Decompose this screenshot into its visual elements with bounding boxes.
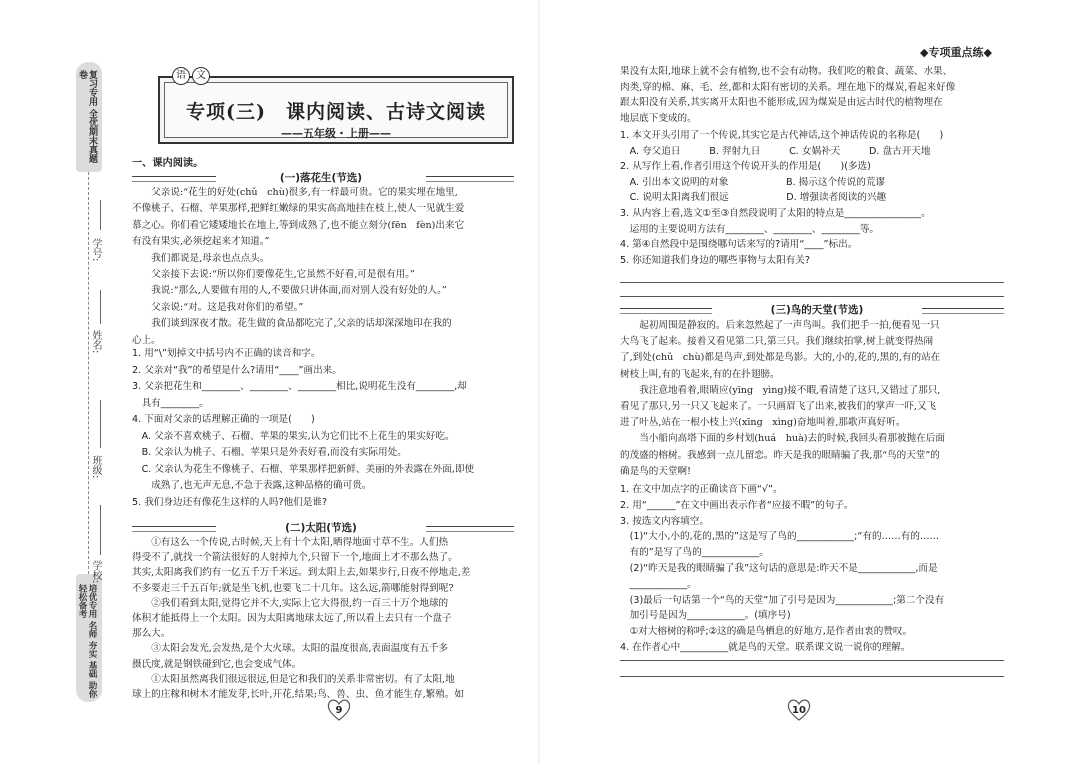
passage-line: 大鸟飞了起来。接着又看见第二只,第三只。我们继续拍掌,树上就变得热闹 (620, 336, 934, 348)
answer-line (620, 676, 1004, 677)
passage-2 (132, 535, 516, 702)
page-number: 10 (792, 705, 806, 716)
question-line: A. 引出本文说明的对象 B. 揭示这个传说的荒谬 (629, 176, 886, 188)
question-line: 具有________。 (141, 397, 209, 409)
passage-line: 不多要走三千五百年;就是坐飞机,也要飞二十几年。这么远,箭哪能射得到呢? (132, 582, 454, 594)
side-label-top (76, 62, 102, 172)
passage-line: 父亲说:“对。这是我对你们的希望。” (151, 301, 304, 313)
part-title: 一、课内阅读。 (132, 158, 204, 169)
question-line: ①对大榕树的称呼;②这的确是鸟栖息的好地方,是作者由衷的赞叹。 (629, 626, 913, 638)
passage-line: 不像桃子、石榴、苹果那样,把鲜红嫩绿的果实高高地挂在枝上,使人一见就生爱 (132, 203, 465, 215)
section-rule (620, 308, 712, 314)
question-line: 4. 在作者心中__________就是鸟的天堂。联系课文说一说你的理解。 (620, 641, 911, 653)
question-line: 1. 本文开头引用了一个传说,其实它是古代神话,这个神话传说的名称是( ) (620, 130, 944, 141)
field-line (100, 290, 102, 324)
cut-line (88, 172, 90, 574)
question-line: 3. 按选文内容填空。 (620, 515, 709, 527)
question-line: B. 父亲认为桃子、石榴、苹果只是外表好看,而没有实际用处。 (141, 447, 407, 458)
passage-2-continued (620, 64, 1004, 126)
passage-line: 跟太阳没有关系,其实离开太阳也不能形成,因为煤炭是由远古时代的植物埋在 (620, 97, 943, 108)
questions-2 (620, 128, 1004, 268)
passage-line: 进了叶丛,站在一根小枝上兴(xīng xìng)奋地叫着,那歌声真好听。 (620, 417, 906, 429)
passage-line: 体积才能抵得上一个太阳。因为太阳离地球太远了,所以看上去只有一个盘子 (132, 613, 452, 625)
question-line: 2. 用“______”在文中画出表示作者“应接不暇”的句子。 (620, 499, 854, 511)
field-class: 班级: (90, 455, 101, 479)
passage-line: 我们都说是,母亲也点点头。 (151, 252, 270, 264)
passage-line: 肉类,穿的棉、麻、毛、丝,都和太阳有密切的关系。埋在地下的煤炭,看起来好像 (620, 81, 956, 93)
question-line: 3. 从内容上看,选文①至③自然段说明了太阳的特点是________________。 (620, 207, 931, 219)
passage-line: ②我们看到太阳,觉得它并不大,实际上它大得很,约一百三十万个地球的 (151, 597, 449, 609)
answer-line (620, 282, 1004, 283)
field-line (100, 400, 102, 448)
passage-line: 球上的庄稼和树木才能发芽,长叶,开花,结果;鸟、兽、虫、鱼才能生存,繁殖。如 (132, 689, 465, 701)
passage-line: 父亲说:“花生的好处(chǔ chù)很多,有一样最可贵。它的果实埋在地里, (151, 187, 458, 198)
passage-line: 父亲接下去说:“所以你们要像花生,它虽然不好看,可是很有用。” (151, 269, 415, 281)
field-student-id: 学号: (90, 238, 101, 262)
page-title: 专项(三) 课内阅读、古诗文阅读 (186, 101, 486, 123)
question-line: 加引号是因为____________。(填序号) (629, 610, 791, 622)
field-name: 姓名: (90, 330, 101, 354)
question-line: 3. 父亲把花生和________、________、________相比,说明花生没有________,却 (132, 381, 467, 392)
question-line: (3)最后一句话第一个“鸟的天堂”加了引号是因为____________;第二个没有 (629, 594, 945, 606)
questions-1 (132, 346, 516, 511)
passage-line: 地层底下变成的。 (620, 112, 697, 124)
passage-line: 树枝上叫,有的飞起来,有的在扑翅膀。 (620, 368, 780, 380)
title-box (158, 76, 514, 144)
passage-line: 我说:“那么,人要做有用的人,不要做只讲体面,而对别人没有好处的人。” (151, 285, 447, 297)
passage-line: 慕之心。你们看它矮矮地长在地上,等到成熟了,也不能立刻分(fēn fèn)出来它 (132, 219, 465, 231)
subject-badge (172, 67, 210, 85)
passage-line: 摄氏度,就是钢铁碰到它,也会变成气体。 (132, 658, 302, 670)
question-line: C. 父亲认为花生不像桃子、石榴、苹果那样把新鲜、美丽的外表露在外面,即使 (141, 463, 475, 475)
passage-3 (620, 318, 1004, 480)
section-title-2: (二)太阳(节选) (285, 522, 357, 534)
section-title-1: (一)落花生(节选) (279, 172, 363, 184)
section-rule (132, 526, 216, 532)
question-line: 2. 从写作上看,作者引用这个传说开头的作用是( )(多选) (620, 161, 871, 173)
passage-line: 有没有果实,必须挖起来才知道。” (132, 236, 270, 248)
question-line: 5. 你还知道我们身边的哪些事物与太阳有关? (620, 254, 810, 266)
question-line: (2)“昨天是我的眼睛骗了我”这句话的意思是:昨天不是____________,而是 (629, 562, 938, 574)
passage-line: 起初周围是静寂的。后来忽然起了一声鸟叫。我们把手一拍,便看见一只 (639, 320, 940, 331)
answer-line (620, 660, 1004, 661)
passage-line: 果没有太阳,地球上就不会有植物,也不会有动物。我们吃的粮食、蔬菜、水果、 (620, 66, 953, 77)
section-title-3: (三)鸟的天堂(节选) (770, 304, 864, 316)
passage-line: 心上。 (132, 334, 161, 346)
question-line: A. 夸父追日 B. 羿射九日 C. 女娲补天 D. 盘古开天地 (629, 145, 931, 157)
passage-line: 当小船向高塔下面的乡村划(huá huà)去的时候,我回头看那被抛在后面 (639, 433, 945, 445)
question-line: 运用的主要说明方法有________、________、________等。 (629, 223, 880, 235)
question-line: 4. 第④自然段中是围绕哪句话来写的?请用“____”标出。 (620, 239, 858, 251)
badge-char: 语 (172, 67, 190, 85)
question-line: C. 说明太阳离我们很远 D. 增强读者阅读的兴趣 (629, 192, 887, 204)
question-line: 2. 父亲对“我”的希望是什么?请用“____”画出来。 (132, 364, 342, 376)
passage-line: 那么大。 (132, 628, 171, 640)
passage-line: 其实,太阳离我们约有一亿五千万千米远。到太阳上去,如果步行,日夜不停地走,差 (132, 567, 471, 579)
passage-line: 的茂盛的榕树。我感到一点儿留恋。昨天是我的眼睛骗了我,那“鸟的天堂”的 (620, 449, 940, 461)
passage-line: 我们谈到深夜才散。花生做的食品都吃完了,父亲的话却深深地印在我的 (151, 318, 452, 330)
section-rule (426, 176, 514, 182)
side-label-top-text: 复习专用 全优期末真题卷 (77, 70, 97, 164)
question-line: 1. 在文中加点字的正确读音下画“√”。 (620, 484, 783, 495)
passage-line: ①有这么一个传说,古时候,天上有十个太阳,晒得地面寸草不生。人们热 (151, 537, 449, 548)
questions-3 (620, 482, 1004, 656)
question-line: (1)“大小,小的,花的,黑的”这是写了鸟的____________;“有的……有的…… (629, 531, 940, 543)
section-label: ◆专项重点练◆ (920, 46, 992, 59)
question-line: ____________。 (629, 578, 697, 590)
passage-line: 了,到处(chǔ chù)都是鸟声,到处都是鸟影。大的,小的,花的,黑的,有的站在 (620, 352, 941, 364)
answer-line (620, 296, 1004, 297)
passage-line: 得受不了,就找一个箭法很好的人射掉九个,只留下一个,地面上才不那么热了。 (132, 552, 458, 564)
section-rule (132, 176, 216, 182)
field-line (100, 505, 102, 555)
question-line: 5. 我们身边还有像花生这样的人吗?他们是谁? (132, 496, 328, 508)
question-line: 4. 下面对父亲的话理解正确的一项是( ) (132, 414, 315, 425)
side-label-bottom (76, 574, 102, 702)
passage-line: 确是鸟的天堂啊! (620, 465, 692, 477)
right-page (540, 0, 1080, 764)
passage-line: 我注意地看着,眼睛应(yīng yìng)接不暇,看清楚了这只,又错过了那只, (639, 384, 941, 396)
question-line: 成熟了,也无声无息,不急于表露,这种品格的确可贵。 (151, 480, 372, 491)
section-rule (426, 526, 514, 532)
passage-1 (132, 185, 516, 349)
field-line (100, 200, 102, 230)
section-rule (922, 308, 1004, 314)
field-school: 学校: (90, 560, 101, 584)
side-label-bottom-text: 培优专用 名师 夯实 基础 助你轻松备考 (77, 584, 97, 698)
badge-char: 文 (192, 67, 210, 85)
passage-line: 看见了那只,另一只又飞起来了。一只画眉飞了出来,被我们的掌声一吓,又飞 (620, 401, 937, 413)
question-line: 有的”是写了鸟的____________。 (629, 547, 769, 559)
passage-line: ①太阳虽然离我们很远很远,但是它和我们的关系非常密切。有了太阳,地 (151, 673, 455, 685)
side-strip (76, 62, 102, 702)
passage-line: ③太阳会发光,会发热,是个大火球。太阳的温度很高,表面温度有五千多 (151, 643, 449, 655)
question-line: A. 父亲不喜欢桃子、石榴、苹果的果实,认为它们比不上花生的果实好吃。 (141, 430, 455, 442)
page-number: 9 (335, 705, 343, 716)
title-box-inner (164, 82, 508, 138)
page-subtitle: ——五年级・上册—— (281, 127, 391, 140)
question-line: 1. 用“\”划掉文中括号内不正确的读音和字。 (132, 348, 321, 359)
